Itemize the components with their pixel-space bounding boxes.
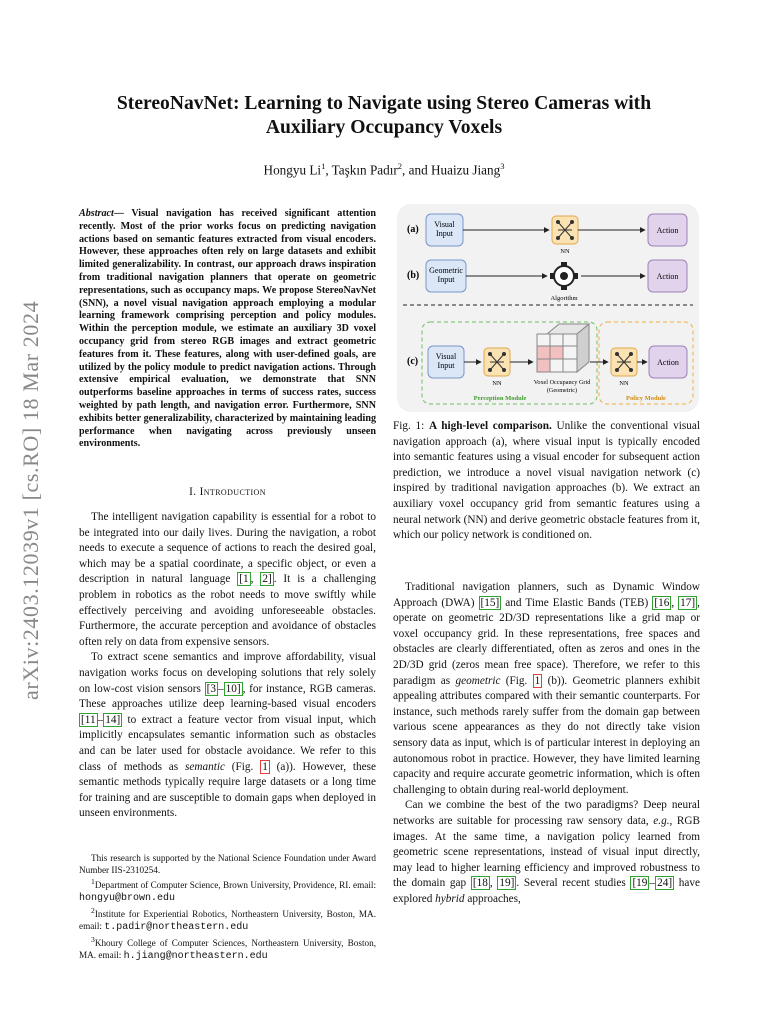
voxel-label: Voxel Occupancy Grid xyxy=(533,379,591,386)
section-title: Introduction xyxy=(199,486,266,498)
voxel-grid-icon xyxy=(534,324,591,394)
visual-input-box-a xyxy=(426,214,463,246)
affiliation-note: $^1$Department of Computer Science, Brown University, Providence, RI. email: hongyu@brown.edu xyxy=(79,877,376,905)
affiliation-note: $^3$Khoury College of Computer Sciences, Northeastern University, Boston, MA. email: h.jiang@northeastern.edu xyxy=(79,935,376,963)
figure-link[interactable]: 1 xyxy=(534,674,541,687)
caption-title: A high-level comparison. xyxy=(428,420,552,432)
citation-link[interactable]: [16 xyxy=(654,596,670,609)
citation-link[interactable]: 24] xyxy=(657,877,673,890)
visual-input-box-c xyxy=(428,346,464,378)
email-link[interactable]: hongyu@brown.edu xyxy=(79,893,176,905)
author-separator: , xyxy=(325,162,332,178)
figure-caption xyxy=(393,419,700,544)
svg-text:Visual: Visual xyxy=(434,220,455,229)
introduction-body xyxy=(79,510,376,822)
algorithm-label: Algorithm xyxy=(550,295,578,302)
row-label-c: (c) xyxy=(407,356,419,367)
caption-label: Fig. 1: xyxy=(393,420,429,432)
svg-text:Input: Input xyxy=(437,361,455,370)
arxiv-stamp xyxy=(10,280,50,700)
citation-link[interactable]: 19] xyxy=(499,877,515,890)
svg-text:Action: Action xyxy=(656,226,679,235)
paragraph: The intelligent navigation capability is essential for a robot to be integrated into our daily lives. During the navigation, a robot needs to execute a sequence of actions to reach the desired goal, which may be a spatial coordinate, a specific object, or even a description in natural language [1 , 2] . It is a challenging problem in robotics as the robot needs to move swiftly while effectively perceiving and avoiding unforeseeable obstacles. Furthermore, the accurate perception and avoidance of obstacles often rely on data from expensive sensors. xyxy=(79,511,377,648)
author-affiliation: 1 xyxy=(321,161,326,171)
action-box-b xyxy=(648,260,687,292)
row-label-a: (a) xyxy=(407,224,419,235)
svg-text:Input: Input xyxy=(436,229,453,238)
svg-text:Action: Action xyxy=(656,272,679,281)
paragraph: Traditional navigation planners, such as Dynamic Window Approach (DWA) [15] and Time Elastic Bands (TEB) [16 , 17] , operate on geometric 2D/3D representations like a grid map or voxel occupancy grid. In these representations, free spaces and obstacles are clearly differentiated, often as zeros and ones in the 2D/3D grid (zeros mean free space). Therefore, we refer to this paradigm as geometric (Fig. 1 (b)). Geometric planners exhibit appealing attributes compared with their semantic counterparts. For instance, such methods rarely suffer from the domain gap between various scene appearances as they do not directly take vision sensory data as input, which is of particular interest in deploying an autonomous robot in practice. However, they have limited learning capacity and require accurate geometric information, which is often challenging to obtain during real-world deployment. xyxy=(393,581,700,796)
section-heading xyxy=(79,486,376,498)
affiliation-note: $^2$Institute for Experiential Robotics, Northeastern University, Boston, MA. email: t.padir@northeastern.edu xyxy=(79,906,376,934)
svg-text:Visual: Visual xyxy=(435,352,457,361)
title-line-2: Auxiliary Occupancy Voxels xyxy=(265,117,503,138)
paper-title xyxy=(60,92,708,140)
svg-text:NN: NN xyxy=(619,380,629,387)
nn-label: NN xyxy=(560,248,570,255)
citation-link[interactable]: [11 xyxy=(81,713,96,726)
email-link[interactable]: h.jiang@northeastern.edu xyxy=(123,951,268,963)
caption-text: Unlike the conventional visual navigation approach (a), where visual input is typically encoded into semantic features using a visual encoder for subsequent action prediction, we introduce a novel visual navigation network (c) inspired by traditional navigation approaches (b). We extract an auxiliary voxel occupancy grid from semantic features using a neural network (NN) and derive geometric obstacle features from it, which our policy network is conditioned on. xyxy=(393,420,700,542)
abstract xyxy=(79,208,376,451)
svg-text:Input: Input xyxy=(437,275,455,284)
abstract-dash: — xyxy=(113,208,132,219)
section-number: I. xyxy=(189,486,200,498)
perception-module-label: Perception Module xyxy=(473,395,527,402)
citation-link[interactable]: 14] xyxy=(105,713,121,726)
citation-link[interactable]: [1 xyxy=(239,573,249,586)
citation-link[interactable]: [18 xyxy=(472,877,488,890)
geometric-input-box xyxy=(426,260,466,292)
abstract-label: Abstract xyxy=(79,208,114,219)
author-list xyxy=(60,161,708,178)
citation-link[interactable]: 17] xyxy=(680,596,696,609)
author-name: Hongyu Li xyxy=(263,162,322,178)
author-name: Taşkın Padır xyxy=(331,162,398,178)
citation-link[interactable]: [3 xyxy=(206,682,216,695)
svg-text:Action: Action xyxy=(657,358,679,367)
email-link[interactable]: t.padir@northeastern.edu xyxy=(104,922,249,934)
paragraph: To extract scene semantics and improve affordability, visual navigation works focus on developing solutions that rely solely on low-cost vision sensors [3 – 10] , for instance, RGB cameras. These approaches utilize deep learning-based visual encoders [11 – 14] to extract a feature vector from visual input, which implicitly encapsulates semantic information such as obstacles and can be later used for obstacle avoidance. We refer to this class of methods as semantic (Fig. 1 (a)). However, these semantic methods typically require large datasets or a long time for training and are susceptible to domain gaps when deployed in unseen environments. xyxy=(79,651,376,820)
abstract-body: Visual navigation has received significant attention recently. Most of the prior works focus on predicting navigation actions based on semantic features extracted from visual encoders. However, these approaches often rely on large datasets and exhibit limited generalizability. In contrast, our approach draws inspiration from traditional navigation planners that operate on geometric representations, such as occupancy maps. We propose StereoNavNet (SNN), a novel visual navigation approach employing a modular learning framework comprising perception and policy modules. Within the perception module, we estimate an auxiliary 3D voxel occupancy grid from stereo RGB images and extract geometric features from it. These features, along with user-defined goals, are utilized by the policy module to predict navigation actions. Through extensive empirical evaluation, we demonstrate that SNN outperforms baseline approaches in terms of success rates, success weighted by path length, and navigation error. Furthermore, SNN exhibits better generalizability, characterized by maintaining leading performance when navigating across previously unseen environments. xyxy=(79,208,376,450)
policy-module-label: Policy Module xyxy=(626,395,666,402)
citation-link[interactable]: [15] xyxy=(480,596,500,609)
row-label-b: (b) xyxy=(407,270,420,281)
svg-text:Geometric: Geometric xyxy=(429,266,463,275)
action-box-c xyxy=(649,346,687,378)
funding-note: This research is supported by the National Science Foundation under Award Number IIS-2310254. xyxy=(79,853,376,875)
citation-link[interactable]: 2] xyxy=(262,573,272,586)
author-separator: , and xyxy=(402,162,431,178)
author-affiliation: 2 xyxy=(397,161,403,171)
right-column-body xyxy=(393,580,700,907)
author-affiliation: 3 xyxy=(500,161,505,171)
footnotes xyxy=(79,852,376,963)
figure-1-diagram xyxy=(397,204,699,412)
voxel-sublabel: (Geometric) xyxy=(546,387,578,394)
citation-link[interactable]: 10] xyxy=(225,682,241,695)
svg-text:NN: NN xyxy=(492,380,502,387)
author-name: Huaizu Jiang xyxy=(430,162,501,178)
figure-link[interactable]: 1 xyxy=(262,760,268,773)
action-box-a xyxy=(648,214,687,246)
citation-link[interactable]: [19 xyxy=(632,877,648,890)
title-line-1: StereoNavNet: Learning to Navigate using Stereo Cameras with xyxy=(116,93,652,114)
arxiv-id: arXiv:2403.12039v1 [cs.RO] 18 Mar 2024 xyxy=(18,300,43,700)
paragraph: Can we combine the best of the two paradigms? Deep neural networks are suitable for processing raw sensory data, e.g., RGB images. At the same time, a navigation policy learned from geometric scene representations, instead of visual input directly, may lead to higher learning efficiency and improved robustness to the domain gap [18 , 19] . Several recent studies [19 – 24] have explored hybrid approaches, xyxy=(393,799,700,905)
